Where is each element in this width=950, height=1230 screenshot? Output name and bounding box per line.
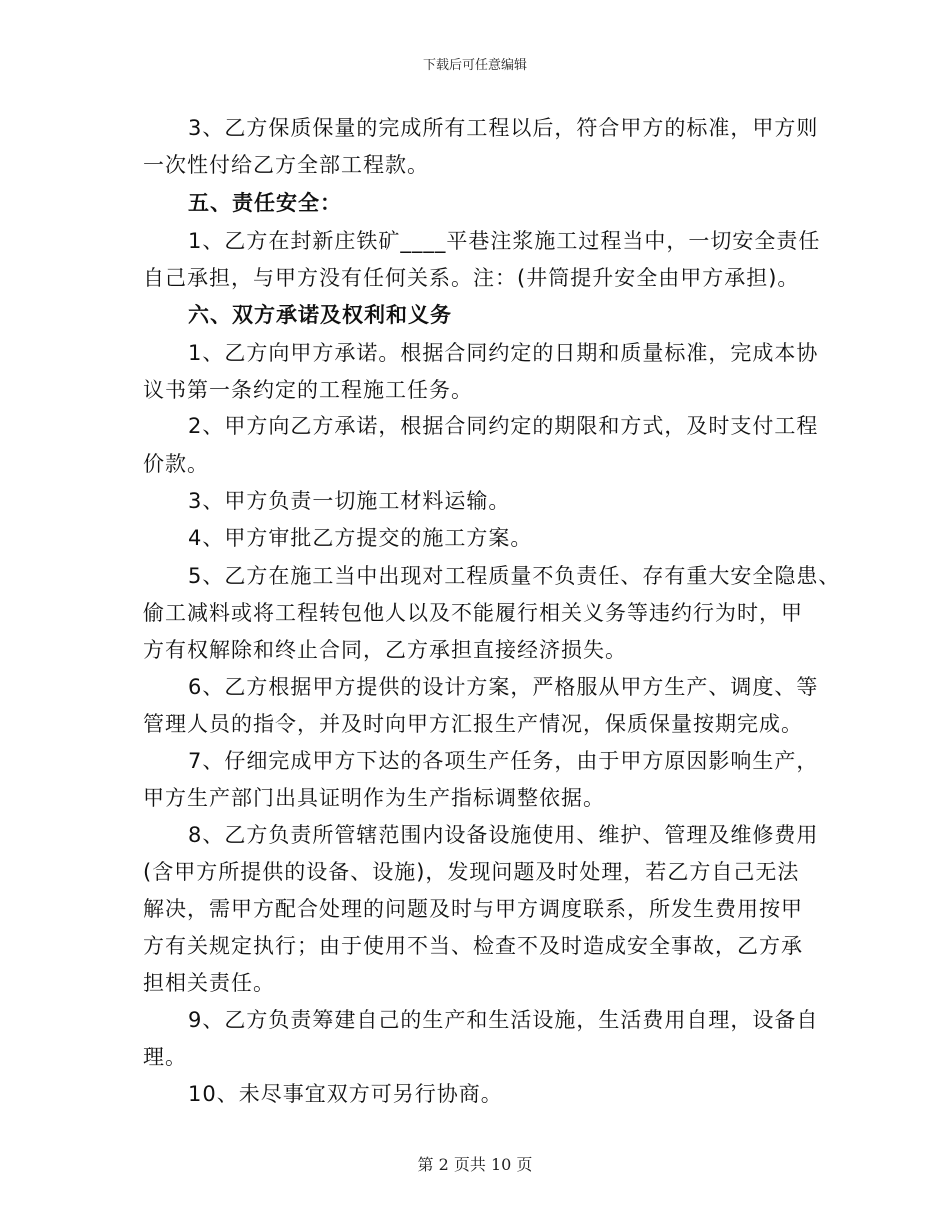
section-heading: 五、责任安全： xyxy=(188,191,342,215)
page-header: 下载后可任意编辑 xyxy=(422,58,527,73)
paragraph-line: 议书第一条约定的工程施工任务。 xyxy=(143,378,473,402)
paragraph-line: 方有权解除和终止合同，乙方承担直接经济损失。 xyxy=(143,638,627,662)
paragraph-line: 5、乙方在施工当中出现对工程质量不负责任、存有重大安全隐患、 xyxy=(188,564,841,588)
paragraph-line: 自己承担，与甲方没有任何关系。注：(井筒提升安全由甲方承担)。 xyxy=(143,266,800,290)
paragraph-line: 理。 xyxy=(143,1045,187,1069)
paragraph-line: 担相关责任。 xyxy=(143,971,275,995)
paragraph-line: 甲方生产部门出具证明作为生产指标调整依据。 xyxy=(143,786,605,810)
paragraph-line: 2、甲方向乙方承诺，根据合同约定的期限和方式，及时支付工程 xyxy=(188,414,819,438)
page-footer: 第 2 页共 10 页 xyxy=(417,1155,533,1174)
paragraph-line: 解决，需甲方配合处理的问题及时与甲方调度联系，所发生费用按甲 xyxy=(143,897,803,921)
paragraph-line: 10、未尽事宜双方可另行协商。 xyxy=(188,1082,503,1106)
paragraph-line: 偷工减料或将工程转包他人以及不能履行相关义务等违约行为时，甲 xyxy=(143,601,803,625)
section-heading: 六、双方承诺及权利和义务 xyxy=(188,303,452,327)
paragraph-line: 3、甲方负责一切施工材料运输。 xyxy=(188,489,511,513)
paragraph-line: 9、乙方负责筹建自己的生产和生活设施，生活费用自理，设备自 xyxy=(188,1008,819,1032)
paragraph-line: 6、乙方根据甲方提供的设计方案，严格服从甲方生产、调度、等 xyxy=(188,675,819,699)
paragraph-line: 一次性付给乙方全部工程款。 xyxy=(143,153,429,177)
paragraph-line: 1、乙方向甲方承诺。根据合同约定的日期和质量标准，完成本协 xyxy=(188,341,819,365)
paragraph-line: 7、仔细完成甲方下达的各项生产任务，由于甲方原因影响生产， xyxy=(188,749,819,773)
paragraph-line: 价款。 xyxy=(143,452,209,476)
paragraph-line: 8、乙方负责所管辖范围内设备设施使用、维护、管理及维修费用 xyxy=(188,823,819,847)
paragraph-line: (含甲方所提供的设备、设施)，发现问题及时处理，若乙方自己无法 xyxy=(143,860,800,884)
paragraph-line: 方有关规定执行；由于使用不当、检查不及时造成安全事故，乙方承 xyxy=(143,934,803,958)
paragraph-line: 4、甲方审批乙方提交的施工方案。 xyxy=(188,526,533,550)
paragraph-line: 管理人员的指令，并及时向甲方汇报生产情况，保质保量按期完成。 xyxy=(143,712,803,736)
paragraph-line: 3、乙方保质保量的完成所有工程以后，符合甲方的标准，甲方则 xyxy=(188,116,819,140)
paragraph-line: 1、乙方在封新庄铁矿____平巷注浆施工过程当中，一切安全责任 xyxy=(188,229,821,253)
